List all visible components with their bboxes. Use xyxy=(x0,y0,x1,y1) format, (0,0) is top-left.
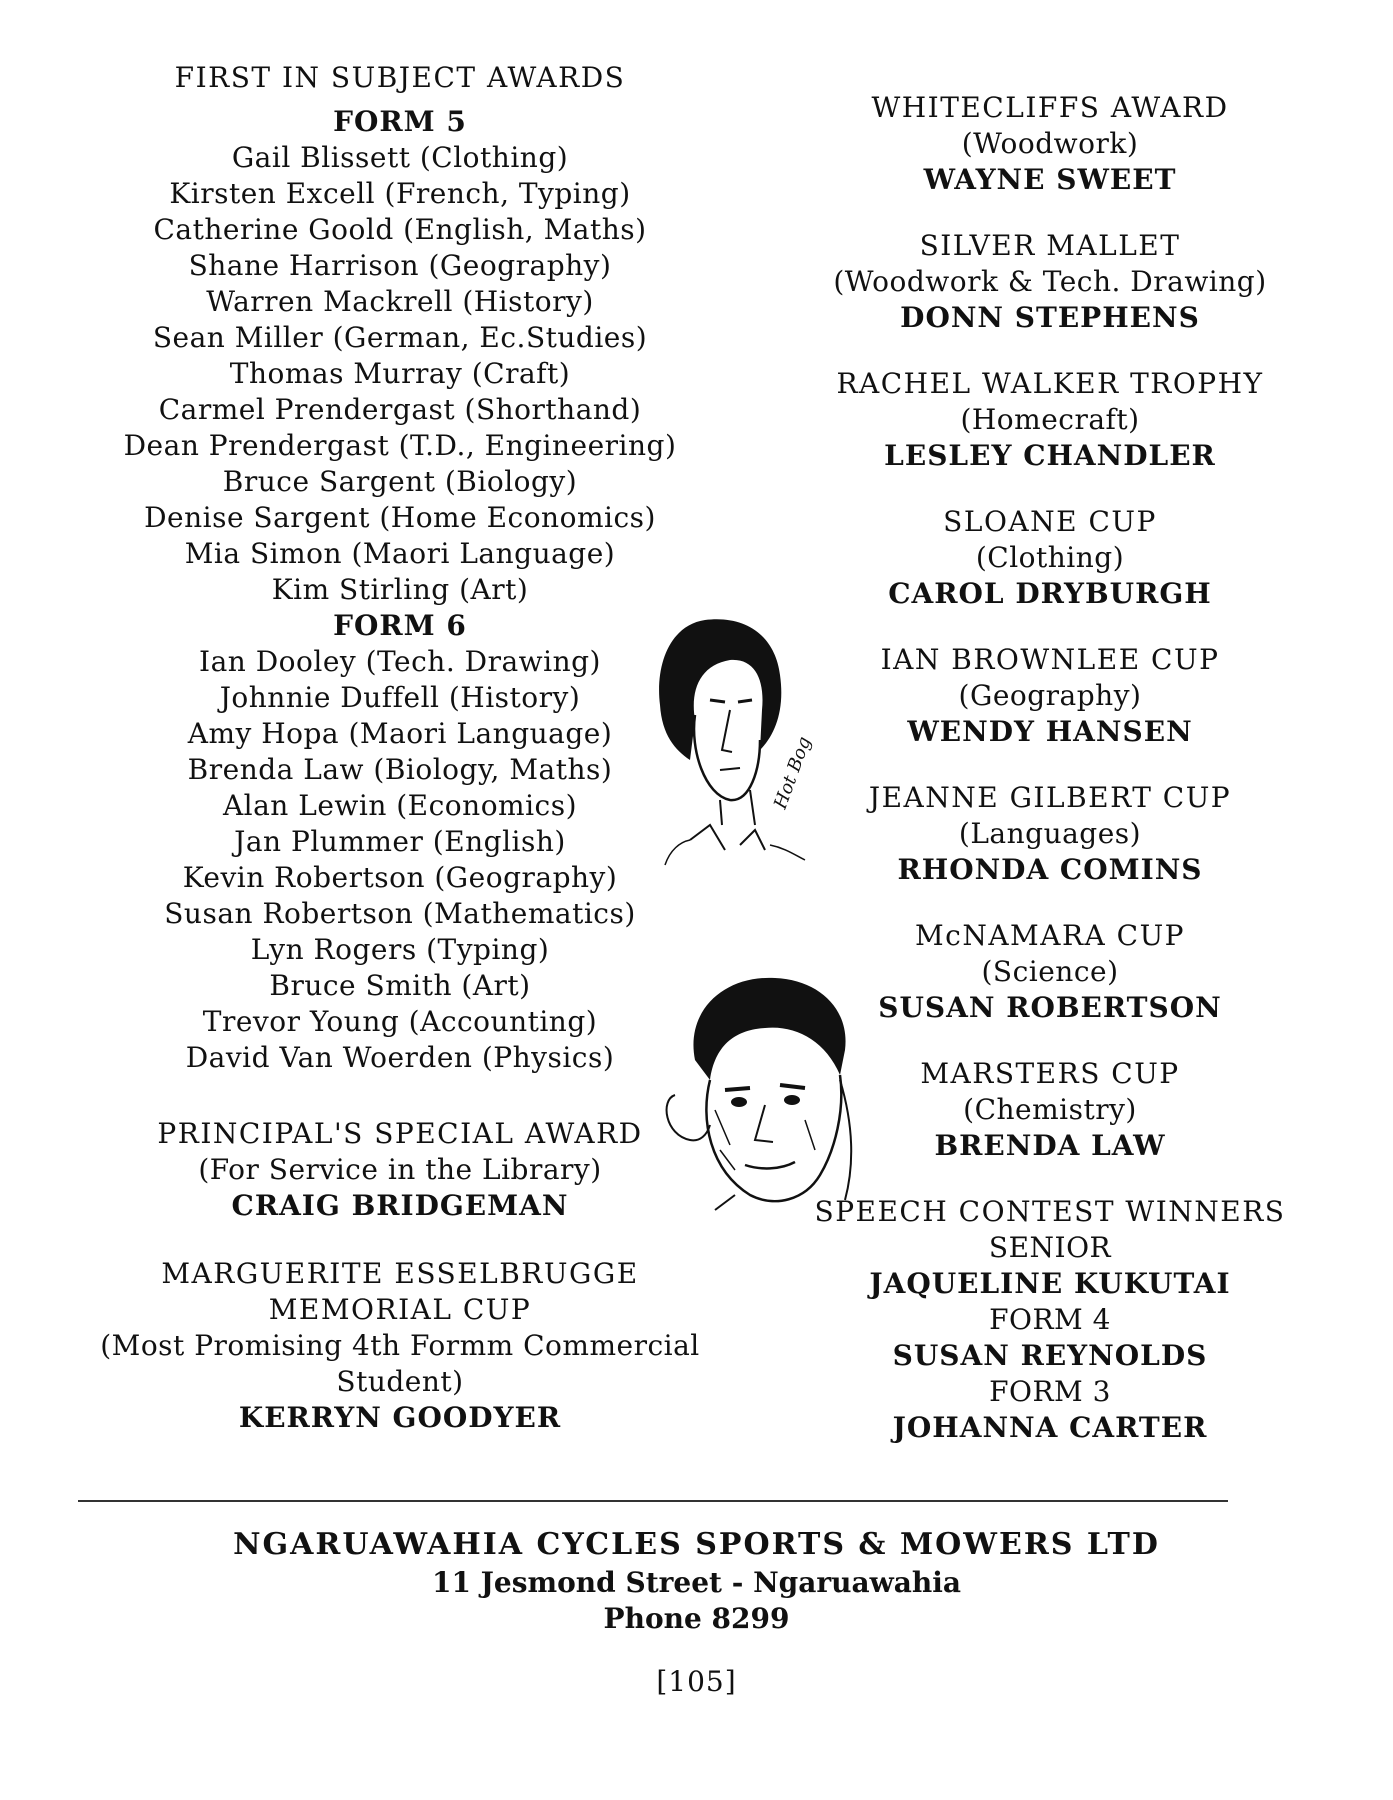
award-title: SLOANE CUP xyxy=(943,505,1157,538)
form5-list-item: Thomas Murray (Craft) xyxy=(229,357,571,390)
sketch-signature: Hot Bog xyxy=(769,733,816,812)
form5-list-item: Shane Harrison (Geography) xyxy=(188,249,612,282)
form6-list-item: Brenda Law (Biology, Maths) xyxy=(187,753,613,786)
speech-senior-label: SENIOR xyxy=(988,1231,1112,1264)
left-column xyxy=(70,60,730,1436)
award-title: JEANNE GILBERT CUP xyxy=(868,781,1232,814)
right-column xyxy=(790,90,1310,1446)
form5-list-item: Sean Miller (German, Ec.Studies) xyxy=(152,321,648,354)
girl-sketch-illustration xyxy=(650,610,820,880)
marguerite-title-line2: MEMORIAL CUP xyxy=(268,1293,532,1326)
form5-list-item: Gail Blissett (Clothing) xyxy=(231,141,569,174)
form5-list-item: Denise Sargent (Home Economics) xyxy=(144,501,656,534)
marguerite-winner: KERRYN GOODYER xyxy=(238,1401,562,1434)
principal-award-title: PRINCIPAL'S SPECIAL AWARD xyxy=(157,1117,643,1150)
award-block xyxy=(790,642,1310,750)
marguerite-title-line1: MARGUERITE ESSELBRUGGE xyxy=(161,1257,639,1290)
award-note: (Woodwork & Tech. Drawing) xyxy=(833,265,1267,298)
boy-sketch-illustration xyxy=(655,970,880,1220)
form5-list-item: Carmel Prendergast (Shorthand) xyxy=(158,393,642,426)
form6-list-item: Lyn Rogers (Typing) xyxy=(250,933,550,966)
form6-title: FORM 6 xyxy=(333,609,467,642)
form5-list-item: Bruce Sargent (Biology) xyxy=(222,465,578,498)
award-note: (Homecraft) xyxy=(960,403,1140,436)
award-winner: DONN STEPHENS xyxy=(900,301,1200,334)
form6-list-item: Bruce Smith (Art) xyxy=(269,969,531,1002)
form6-list-item: David Van Woerden (Physics) xyxy=(185,1041,615,1074)
speech-contest-title: SPEECH CONTEST WINNERS xyxy=(814,1195,1286,1228)
speech-form3-winner: JOHANNA CARTER xyxy=(892,1411,1208,1444)
award-winner: WAYNE SWEET xyxy=(923,163,1177,196)
footer-company: NGARUAWAHIA CYCLES SPORTS & MOWERS LTD xyxy=(233,1527,1160,1562)
award-note: (Woodwork) xyxy=(961,127,1139,160)
footer-address: 11 Jesmond Street - Ngaruawahia xyxy=(431,1566,962,1599)
award-note: (Geography) xyxy=(958,679,1142,712)
form6-list xyxy=(70,644,730,1076)
award-winner: BRENDA LAW xyxy=(934,1129,1166,1162)
form6-list-item: Jan Plummer (English) xyxy=(234,825,566,858)
award-note: (Languages) xyxy=(958,817,1142,850)
award-winner: RHONDA COMINS xyxy=(897,853,1203,886)
award-block xyxy=(790,504,1310,612)
award-block xyxy=(790,366,1310,474)
speech-form4-label: FORM 4 xyxy=(989,1303,1111,1336)
speech-senior-winner: JAQUELINE KUKUTAI xyxy=(869,1267,1231,1300)
form6-list-item: Kevin Robertson (Geography) xyxy=(182,861,618,894)
award-note: (Clothing) xyxy=(975,541,1125,574)
award-title: WHITECLIFFS AWARD xyxy=(871,91,1229,124)
award-winner: LESLEY CHANDLER xyxy=(884,439,1216,472)
award-title: McNAMARA CUP xyxy=(914,919,1186,952)
form5-list-item: Kirsten Excell (French, Typing) xyxy=(169,177,631,210)
award-title: SILVER MALLET xyxy=(919,229,1181,262)
speech-form3-label: FORM 3 xyxy=(989,1375,1111,1408)
marguerite-note-line1: (Most Promising 4th Formm Commercial xyxy=(100,1329,700,1362)
form5-title: FORM 5 xyxy=(333,105,467,138)
form5-list-item: Warren Mackrell (History) xyxy=(206,285,594,318)
first-in-subject-heading: FIRST IN SUBJECT AWARDS xyxy=(174,61,626,94)
marguerite-award xyxy=(70,1256,730,1436)
form5-list-item: Dean Prendergast (T.D., Engineering) xyxy=(123,429,677,462)
form5-list xyxy=(70,140,730,608)
form6-list-item: Johnnie Duffell (History) xyxy=(219,681,581,714)
principal-award-winner: CRAIG BRIDGEMAN xyxy=(231,1189,569,1222)
footer-divider xyxy=(78,1500,1228,1502)
footer-phone: Phone 8299 xyxy=(603,1602,790,1635)
principal-award xyxy=(70,1116,730,1224)
speech-form4-winner: SUSAN REYNOLDS xyxy=(892,1339,1208,1372)
award-block xyxy=(790,228,1310,336)
award-winner: WENDY HANSEN xyxy=(907,715,1193,748)
award-note: (Chemistry) xyxy=(963,1093,1137,1126)
form6-list-item: Alan Lewin (Economics) xyxy=(222,789,578,822)
speech-contest xyxy=(790,1194,1310,1446)
form6-list-item: Amy Hopa (Maori Language) xyxy=(187,717,613,750)
marguerite-note-line2: Student) xyxy=(336,1365,464,1398)
page-number: [105] xyxy=(656,1665,737,1698)
form5-list-item: Mia Simon (Maori Language) xyxy=(184,537,616,570)
form6-list-item: Ian Dooley (Tech. Drawing) xyxy=(199,645,601,678)
award-block xyxy=(790,780,1310,888)
form5-list-item: Catherine Goold (English, Maths) xyxy=(153,213,647,246)
award-title: MARSTERS CUP xyxy=(920,1057,1180,1090)
award-title: IAN BROWNLEE CUP xyxy=(880,643,1220,676)
form5-list-item: Kim Stirling (Art) xyxy=(271,573,529,606)
footer-advert xyxy=(0,1525,1393,1637)
principal-award-note: (For Service in the Library) xyxy=(198,1153,602,1186)
award-winner: CAROL DRYBURGH xyxy=(888,577,1212,610)
form6-list-item: Susan Robertson (Mathematics) xyxy=(164,897,636,930)
award-block xyxy=(790,90,1310,198)
award-title: RACHEL WALKER TROPHY xyxy=(836,367,1264,400)
award-note: (Science) xyxy=(981,955,1119,988)
form6-list-item: Trevor Young (Accounting) xyxy=(202,1005,598,1038)
award-winner: SUSAN ROBERTSON xyxy=(878,991,1222,1024)
